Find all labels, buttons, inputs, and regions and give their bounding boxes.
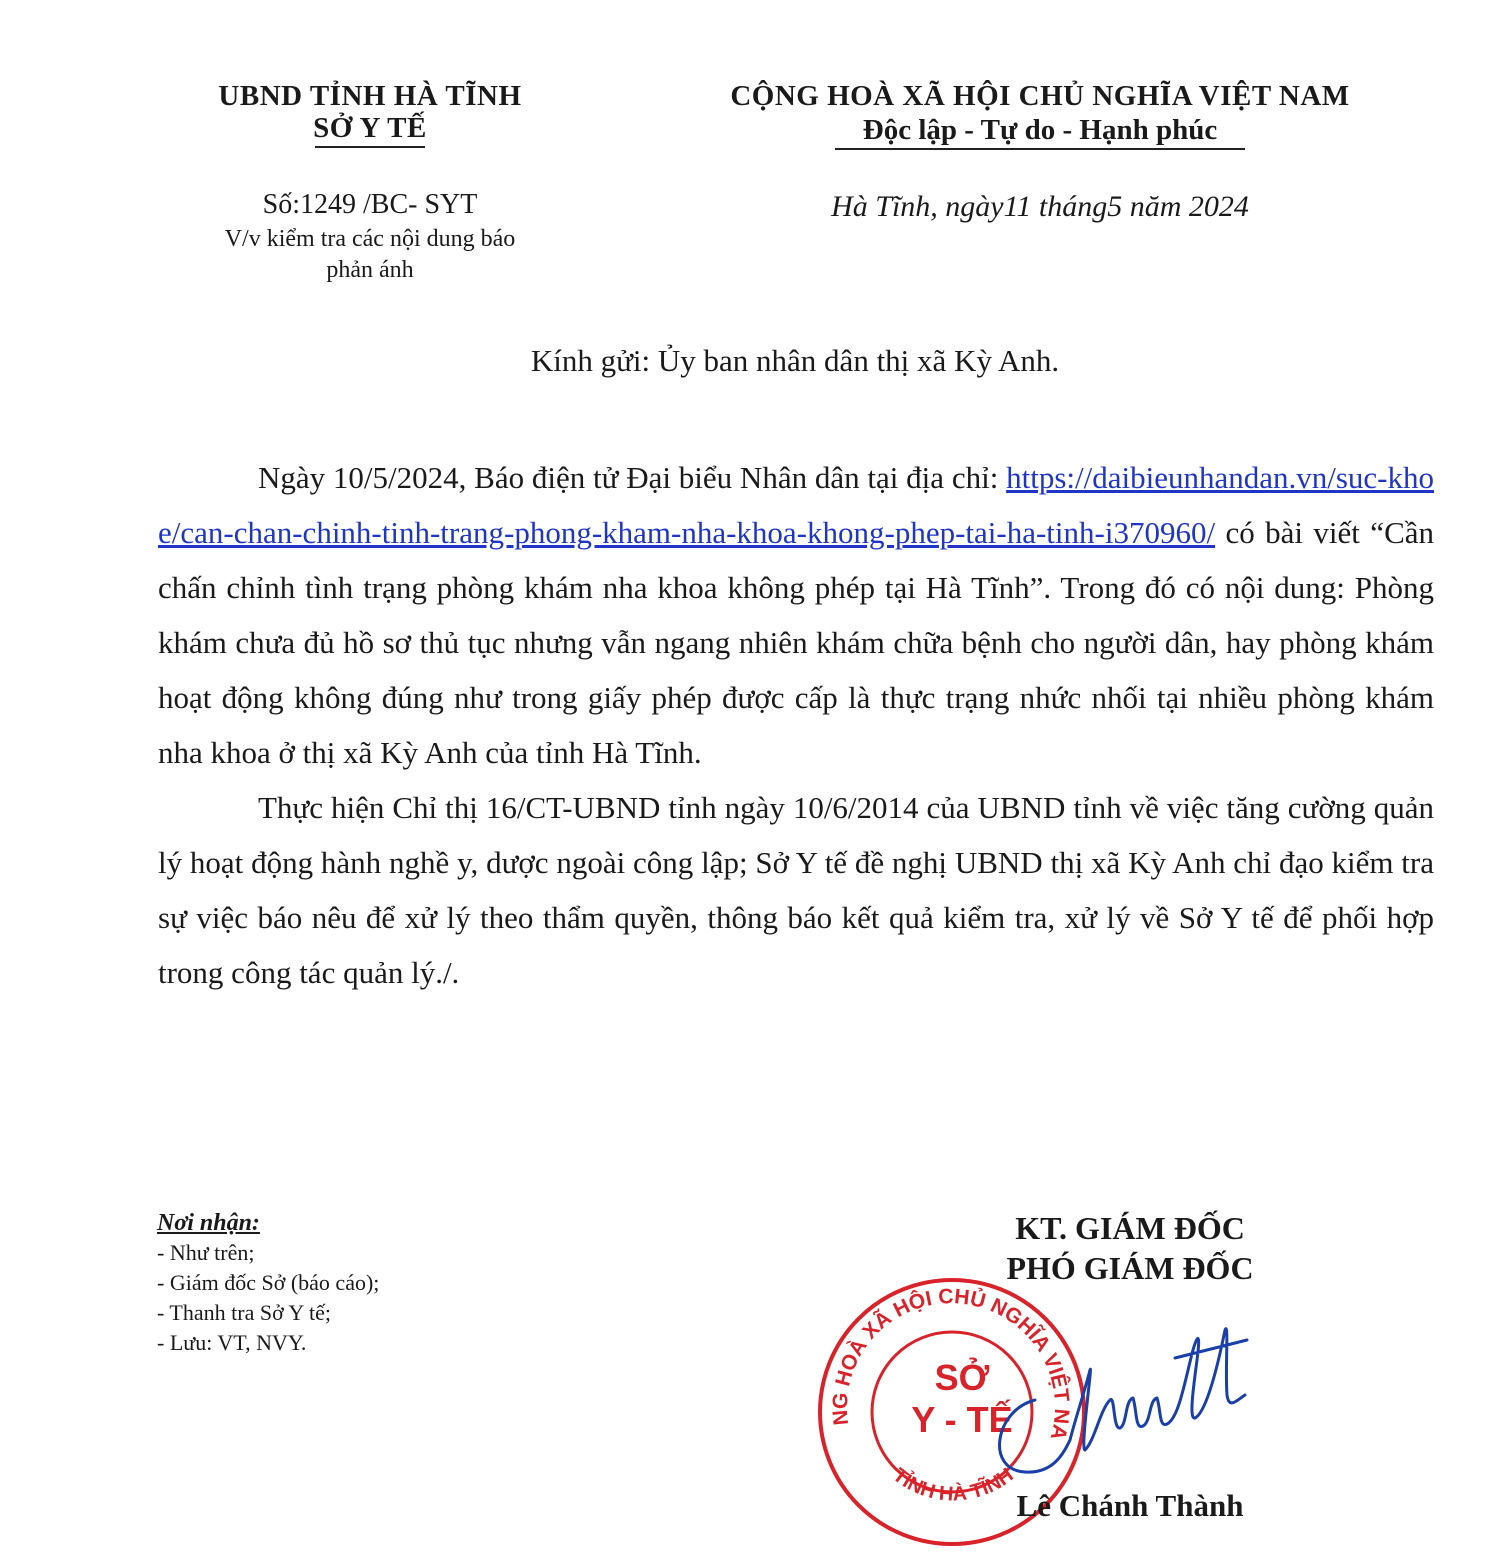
recipient-item: - Giám đốc Sở (báo cáo); xyxy=(157,1270,380,1295)
seal-ring-text: CỘNG HOÀ XÃ HỘI CHỦ NGHĨA VIỆT NAM xyxy=(803,1254,1074,1443)
p1-intro: Ngày 10/5/2024, Báo điện tử Đại biểu Nhân dân tại địa chỉ: xyxy=(258,460,1007,495)
signature-title-2: PHÓ GIÁM ĐỐC xyxy=(1006,1250,1254,1286)
national-title-block xyxy=(610,78,1470,224)
signature-title-1: KT. GIÁM ĐỐC xyxy=(1015,1210,1245,1246)
parent-agency: UBND TỈNH HÀ TĨNH xyxy=(218,80,522,112)
article-link[interactable]: https://daibieunhandan.vn/suc-khoe/can-chan-chinh-tinh-trang-phong-kham-nha-khoa-khong-phep-tai-ha-tinh-i370960/ xyxy=(158,460,1434,550)
seal-center-line1: SỞ xyxy=(934,1357,990,1398)
motto-underline xyxy=(835,148,1245,150)
country-name: CỘNG HOÀ XÃ HỘI CHỦ NGHĨA VIỆT NAM xyxy=(730,80,1350,112)
recipient-item: - Như trên; xyxy=(157,1240,255,1265)
letter-body xyxy=(158,450,1434,1000)
seal-bottom-text: TỈNH HÀ TĨNH xyxy=(888,1464,1018,1506)
p1-rest: có bài viết “Cần chấn chỉnh tình trạng phòng khám nha khoa không phép tại Hà Tĩnh”. Trong đó có nội dung: Phòng khám chưa đủ hồ sơ thủ tục nhưng vẫn ngang nhiên khám chữa bệnh cho người dân, hay phòng khám hoạt động không đúng như trong giấy phép được cấp là thực trạng nhức nhối tại nhiều phòng khám nha khoa ở thị xã Kỳ Anh của tỉnh Hà Tĩnh. xyxy=(158,515,1434,770)
body-paragraph-1 xyxy=(158,450,1434,780)
issuing-agency-block xyxy=(150,78,590,286)
body-paragraph-2: Thực hiện Chỉ thị 16/CT-UBND tỉnh ngày 10/6/2014 của UBND tỉnh về việc tăng cường quản lý hoạt động hành nghề y, dược ngoài công lập; Sở Y tế đề nghị UBND thị xã Kỳ Anh chỉ đạo kiểm tra sự việc báo nêu để xử lý theo thẩm quyền, thông báo kết quả kiểm tra, xử lý về Sở Y tế để phối hợp trong công tác quản lý./. xyxy=(158,790,1434,990)
seal-center-line2: Y - TẾ xyxy=(911,1399,1013,1440)
document-subject-line1: V/v kiểm tra các nội dung báo xyxy=(224,226,516,252)
document-subject-line2: phản ánh xyxy=(326,257,414,283)
agency-underline xyxy=(315,146,425,148)
handwritten-signature xyxy=(975,1300,1275,1500)
agency-name: SỞ Y TẾ xyxy=(313,112,427,144)
national-motto: Độc lập - Tự do - Hạnh phúc xyxy=(862,114,1218,146)
recipient-item: - Lưu: VT, NVY. xyxy=(157,1330,307,1355)
issue-date: Hà Tĩnh, ngày11 tháng5 năm 2024 xyxy=(831,190,1249,223)
recipient-line: Kính gửi: Ủy ban nhân dân thị xã Kỳ Anh. xyxy=(530,343,1060,378)
recipients-list xyxy=(157,1208,379,1358)
signer-name: Lê Chánh Thành xyxy=(1016,1488,1244,1523)
recipients-title: Nơi nhận: xyxy=(157,1210,260,1236)
recipient-item: - Thanh tra Sở Y tế; xyxy=(157,1300,331,1325)
document-number: Số:1249 /BC- SYT xyxy=(262,189,478,220)
signature-stroke xyxy=(1000,1329,1247,1472)
